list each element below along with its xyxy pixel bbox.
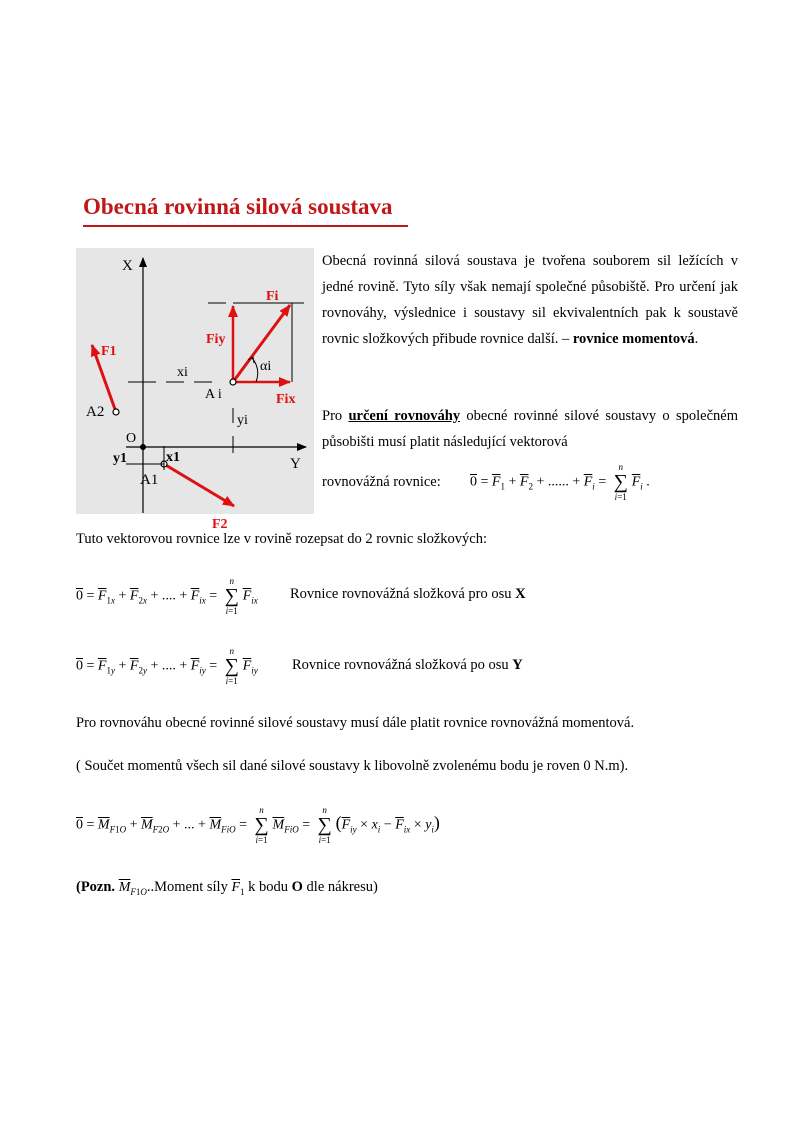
force-diagram [76,248,316,532]
a1-label: A1 [140,472,159,488]
xi-label: xi [177,365,188,380]
equation-x: $0 = \overline{F}_{1x} + \overline{F}_{2x}$ + .... + $\overline{F}_{ix}$ = n ∑ i=1 $\overline{F}_{ix}$ [76,576,258,616]
origin-label: O [126,431,137,446]
equilibrium-paragraph [322,403,738,455]
f1-label: F1 [101,344,117,359]
equilibrium-prefix: Pro [322,408,343,424]
note-pozn: (Pozn. [76,879,116,895]
equilibrium-label: rovnovážná rovnice: [322,474,441,490]
note-line: (Pozn. $\overline{M}_{F1O}..Moment$ síly $\overline{F}_1$ k bodu O dle nákresu) [76,879,378,897]
intro-end: . [694,331,699,347]
f2-label: F2 [212,517,228,532]
equilibrium-text: obecné rovinné silové soustavy o společném působišti musí platit následující vektorová [322,408,739,450]
moment-text: Pro rovnováhu obecné rovinné silové soustavy musí dále platit rovnice rovnovážná momentová. [76,715,635,731]
intro-bold-tail: rovnice momentová [572,331,695,347]
equation-x-text: Rovnice rovnovážná složková pro osu [290,586,512,602]
components-intro: Tuto vektorovou rovnice lze v rovině rozepsat do 2 rovnic složkových: [76,531,488,547]
equation-y: $0 = \overline{F}_{1y} + \overline{F}_{2y}$ + .... + $\overline{F}_{iy}$ = n ∑ i=1 $\overline{F}_{iy}$ [76,646,258,686]
intro-paragraph [322,248,738,352]
axis-x-label: X [122,258,133,274]
page-title: Obecná rovinná silová soustava [83,194,393,219]
yi-label: yi [237,413,248,428]
title-underline [83,225,408,227]
equation-y-text: Rovnice rovnovážná složková po osu [292,657,509,673]
note-bold-o: O [291,879,303,895]
equation-y-label [292,657,523,674]
moment-note: ( Součet momentů všech sil dané silové soustavy k libovolně zvolenému bodu je roven 0 N.m). [76,758,629,774]
alpha-label: αi [260,359,272,374]
origin-point [140,444,146,450]
equilibrium-equation: $0 = \overline{F}_1 + \overline{F}_2$ + ...... + $\overline{F}_i$ = n ∑ i=1 $\overline{F}_i$ . [470,462,650,502]
equation-x-label [290,586,526,603]
axis-y-label: Y [290,456,301,472]
moment-equation: $0 = \overline{M}_{F1O} + \overline{M}_{F2O}$ + ... + $\overline{M}_{FiO}$ = n ∑ i=1 $\overline{M}_{FiO}$ = n ∑ i=1 $(\overline{F}_{iy} \times x_i - \overline{F}_{ix} \times y_i)$ [76,805,440,845]
note-after-f: k bodu [248,879,289,895]
equation-x-axis: X [515,586,526,602]
equation-y-axis: Y [512,657,523,673]
fix-label: Fix [276,392,296,407]
ai-label: A i [205,387,222,402]
x1-label: x1 [166,450,180,465]
equilibrium-bold: určení rovnováhy [348,408,461,424]
note-after-m: ..Moment síly [146,879,228,895]
point-a2 [113,409,119,415]
note-end: dle nákresu) [306,879,378,895]
intro-text: Obecná rovinná silová soustava je tvořena souborem sil ležících v jedné rovině. Tyto síly však nemají společné působiště. Pro určení jak rovnováhy, výslednice i soustavy sil ekvivalentních pak k soustavě rovnic složkových přibude rovnice další. – [322,253,738,347]
a2-label: A2 [86,404,105,420]
fi-label: Fi [266,289,279,304]
y1-label: y1 [113,451,127,466]
fiy-label: Fiy [206,332,226,347]
point-ai [230,379,236,385]
